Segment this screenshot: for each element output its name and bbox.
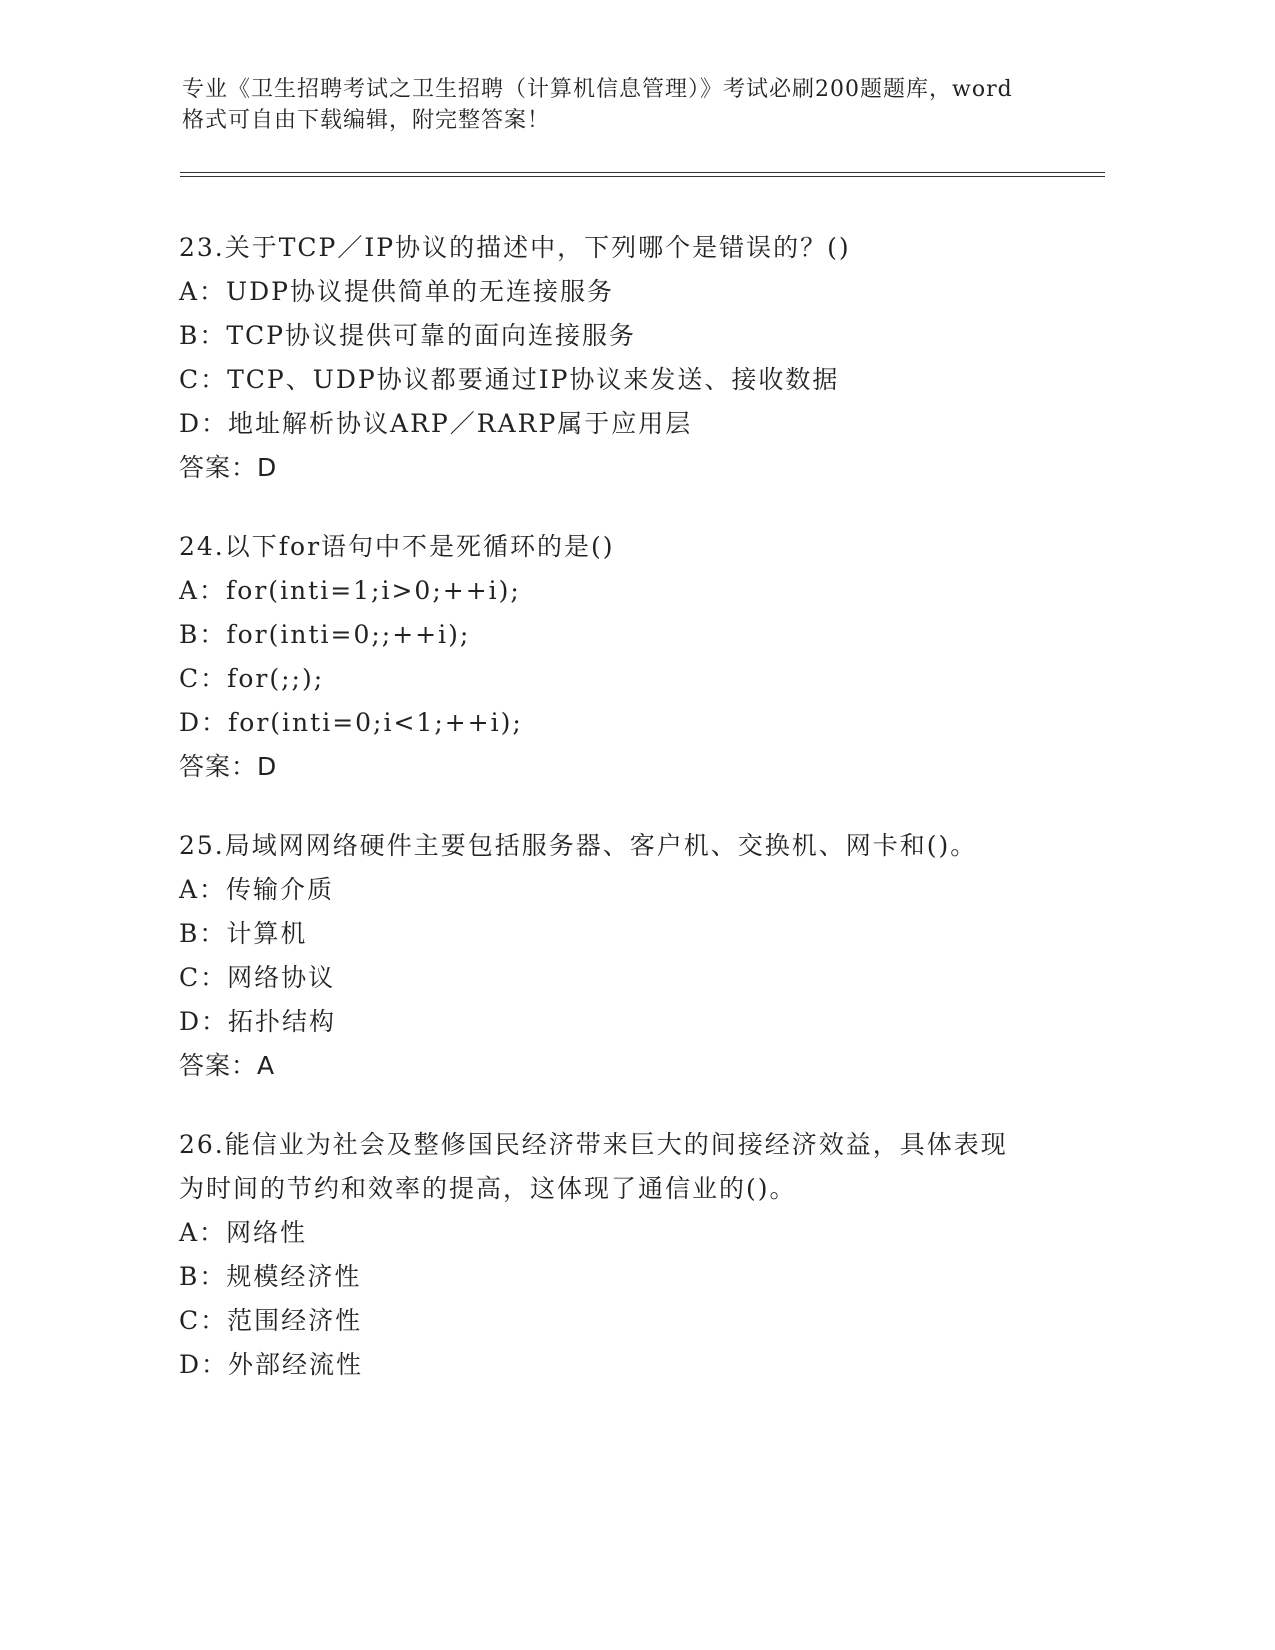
option-d: D：外部经流性 xyxy=(179,1350,364,1379)
option-d: D：拓扑结构 xyxy=(179,1007,337,1036)
option-d: D：for(inti=0;i<1;++i); xyxy=(179,708,523,737)
option-a: A：for(inti=1;i>0;++i); xyxy=(179,576,521,605)
header-divider-bottom xyxy=(180,176,1105,177)
option-a: A：网络性 xyxy=(179,1218,308,1247)
option-b: B：计算机 xyxy=(179,919,308,948)
question-25 xyxy=(179,824,1079,1088)
question-stem: 23.关于TCP／IP协议的描述中，下列哪个是错误的？() xyxy=(179,233,851,262)
option-c: C：TCP、UDP协议都要通过IP协议来发送、接收数据 xyxy=(179,365,840,394)
option-a: A：传输介质 xyxy=(179,875,335,904)
question-23 xyxy=(179,226,1079,490)
question-stem-line-1: 26.能信业为社会及整修国民经济带来巨大的间接经济效益，具体表现 xyxy=(179,1130,1008,1159)
header-divider-top xyxy=(180,172,1105,173)
question-26 xyxy=(179,1123,1079,1387)
answer: 答案：A xyxy=(179,1051,276,1080)
option-a: A：UDP协议提供简单的无连接服务 xyxy=(179,277,614,306)
question-stem-line-2: 为时间的节约和效率的提高，这体现了通信业的()。 xyxy=(179,1174,797,1203)
header-line-1: 专业《卫生招聘考试之卫生招聘（计算机信息管理）》考试必刷200题题库，word xyxy=(182,77,1013,102)
document-header xyxy=(182,74,1082,136)
option-b: B：TCP协议提供可靠的面向连接服务 xyxy=(179,321,636,350)
option-c: C：范围经济性 xyxy=(179,1306,363,1335)
answer: 答案：D xyxy=(179,453,278,482)
header-line-2: 格式可自由下载编辑，附完整答案！ xyxy=(182,108,551,133)
answer: 答案：D xyxy=(179,752,278,781)
question-24 xyxy=(179,525,1079,789)
option-c: C：for(;;); xyxy=(179,664,325,693)
option-b: B：for(inti=0;;++i); xyxy=(179,620,471,649)
option-b: B：规模经济性 xyxy=(179,1262,362,1291)
question-stem: 25.局域网网络硬件主要包括服务器、客户机、交换机、网卡和()。 xyxy=(179,831,978,860)
question-list xyxy=(179,226,1079,1422)
question-stem: 24.以下for语句中不是死循环的是() xyxy=(179,532,615,561)
option-c: C：网络协议 xyxy=(179,963,336,992)
option-d: D：地址解析协议ARP／RARP属于应用层 xyxy=(179,409,693,438)
